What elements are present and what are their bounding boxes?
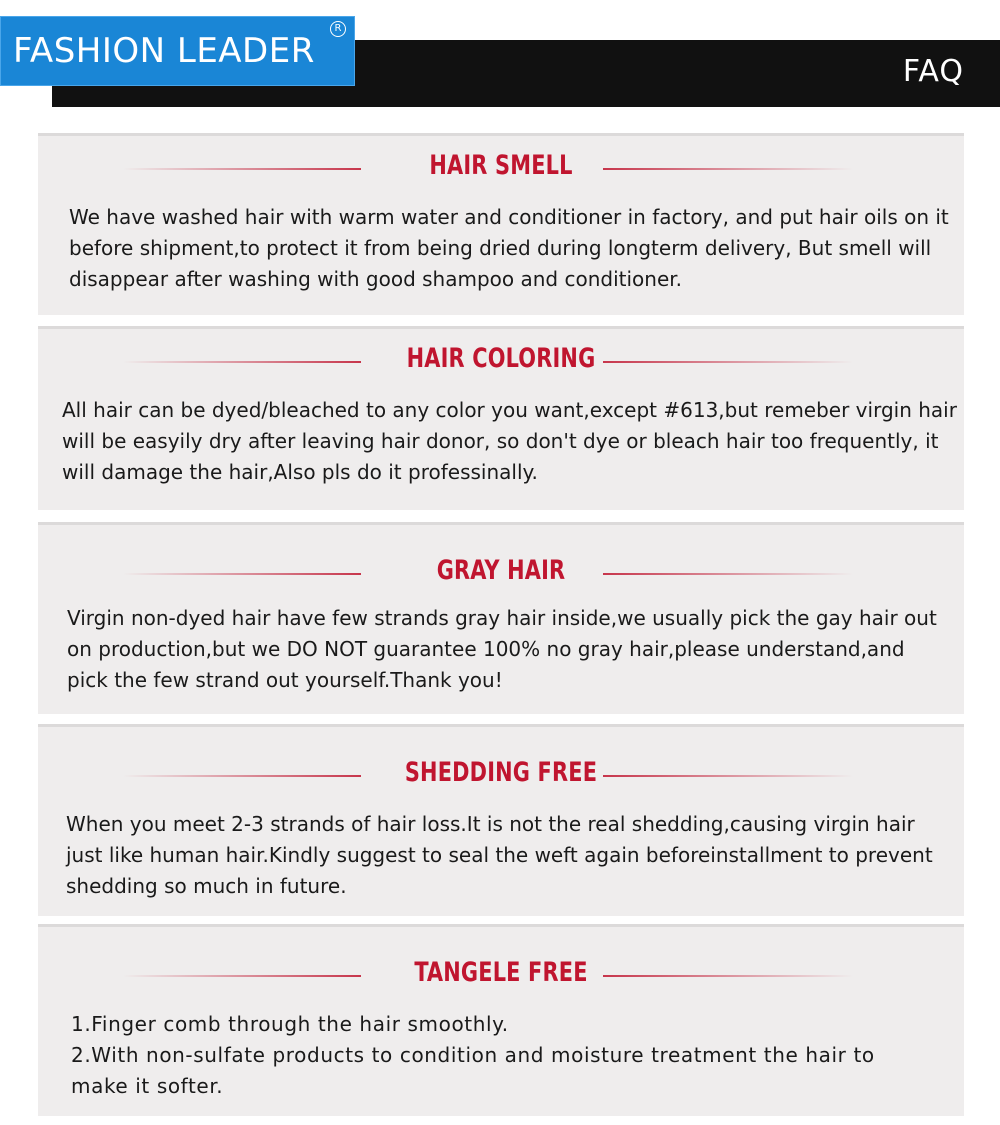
page-title: FAQ — [902, 54, 964, 89]
section-body — [71, 1009, 961, 1102]
section-title: TANGELE FREE — [414, 957, 588, 988]
brand-logo — [0, 16, 355, 86]
body-line: Virgin non-dyed hair have few strands gray hair inside,we usually pick the gay hair out — [67, 606, 937, 630]
title-divider-right — [603, 573, 853, 575]
body-line: just like human hair.Kindly suggest to seal the weft again beforeinstallment to prevent — [66, 843, 933, 867]
section-body — [66, 809, 956, 902]
registered-mark-icon: R — [330, 21, 346, 37]
body-line: before shipment,to protect it from being dried during longterm delivery, But smell will — [69, 236, 932, 260]
section-body — [69, 202, 959, 295]
body-line: We have washed hair with warm water and conditioner in factory, and put hair oils on it — [69, 205, 949, 229]
body-line: make it softer. — [71, 1074, 224, 1098]
section-title: HAIR SMELL — [429, 150, 573, 181]
faq-section-shedding-free — [38, 724, 964, 916]
body-line: pick the few strand out yourself.Thank you! — [67, 668, 503, 692]
section-title: SHEDDING FREE — [404, 757, 598, 788]
section-body — [62, 395, 957, 488]
body-line: When you meet 2-3 strands of hair loss.It is not the real shedding,causing virgin hair — [66, 812, 915, 836]
body-line: will damage the hair,Also pls do it professinally. — [62, 460, 538, 484]
brand-logo-text: FASHION LEADER — [13, 31, 315, 71]
body-line: on production,but we DO NOT guarantee 100% no gray hair,please understand,and — [67, 637, 905, 661]
section-title: GRAY HAIR — [436, 555, 566, 586]
body-line: shedding so much in future. — [66, 874, 347, 898]
body-line: will be easyily dry after leaving hair donor, so don't dye or bleach hair too frequently, it — [62, 429, 939, 453]
body-line: disappear after washing with good shampoo and conditioner. — [69, 267, 682, 291]
body-line: 2.With non-sulfate products to condition and moisture treatment the hair to — [71, 1043, 875, 1067]
title-divider-right — [603, 775, 853, 777]
section-body — [67, 603, 957, 696]
faq-section-hair-coloring — [38, 326, 964, 510]
faq-section-gray-hair — [38, 522, 964, 714]
title-divider-right — [603, 975, 853, 977]
title-divider-right — [603, 168, 853, 170]
title-divider-right — [603, 361, 853, 363]
body-line: All hair can be dyed/bleached to any color you want,except #613,but remeber virgin hair — [62, 398, 957, 422]
section-title: HAIR COLORING — [406, 343, 596, 374]
faq-section-hair-smell — [38, 133, 964, 315]
faq-section-tangle-free — [38, 924, 964, 1116]
body-line: 1.Finger comb through the hair smoothly. — [71, 1012, 509, 1036]
